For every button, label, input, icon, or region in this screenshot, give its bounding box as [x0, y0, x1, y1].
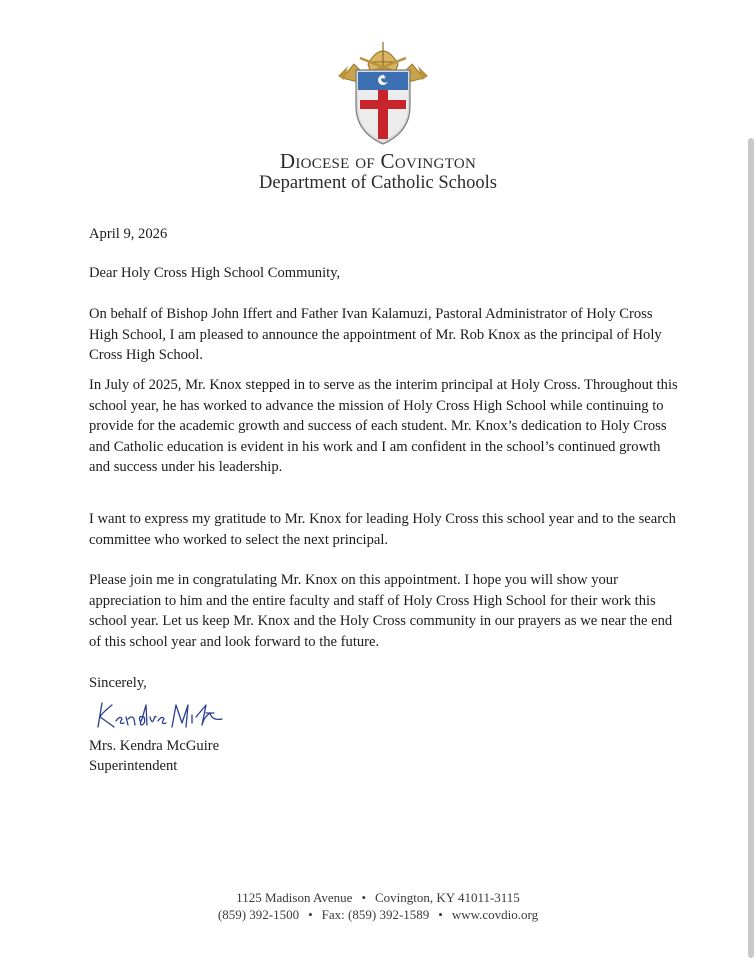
footer-address-line — [0, 890, 756, 906]
letter-paragraph-2: In July of 2025, Mr. Knox stepped in to serve as the interim principal at Holy Cross. Throughout this school year, he has worked to advance the mission of Holy Cross High School while continuing to provide for the academic growth and success of each student. Mr. Knox’s dedication to Holy Cross and Catholic education is evident in his work and I am confident in the school’s continued growth and success under his leadership. — [89, 377, 678, 476]
handwritten-signature — [92, 695, 232, 735]
letter-date: April 9, 2026 — [89, 226, 168, 242]
letter-paragraph-4: Please join me in congratulating Mr. Knox on this appointment. I hope you will show your appreciation to him and the entire faculty and staff of Holy Cross High School for their work this school year. Let us keep Mr. Knox and the Holy Cross community in our prayers as we near the end of this school year and look forward to the future. — [89, 572, 673, 650]
diocese-crest-icon — [334, 36, 432, 148]
footer-city: Covington, KY 41011-3115 — [375, 890, 520, 905]
letter-paragraph-3: I want to express my gratitude to Mr. Knox for leading Holy Cross this school year and to the search committee who worked to select the next principal. — [89, 511, 676, 548]
scrollbar-thumb[interactable] — [748, 138, 754, 958]
signer-name: Mrs. Kendra McGuire — [89, 738, 220, 754]
footer-fax: Fax: (859) 392-1589 — [321, 907, 430, 922]
letter-paragraph-1: On behalf of Bishop John Iffert and Father Ivan Kalamuzi, Pastoral Administrator of Holy Cross High School, I am pleased to announce the appointment of Mr. Rob Knox as the principal of Holy Cross High School. — [89, 306, 662, 364]
signer-title: Superintendent — [89, 758, 178, 774]
footer-phone: (859) 392-1500 — [217, 907, 300, 922]
organization-name: Diocese of Covington — [279, 149, 477, 173]
footer-separator: • — [308, 907, 313, 922]
footer-street: 1125 Madison Avenue — [236, 890, 353, 905]
department-name: Department of Catholic Schools — [259, 173, 497, 193]
footer-contact-line — [0, 907, 756, 923]
footer-separator: • — [361, 890, 366, 905]
footer-website[interactable]: www.covdio.org — [451, 907, 539, 922]
scrollbar-track[interactable] — [746, 0, 756, 960]
letter-closing: Sincerely, — [89, 675, 147, 691]
footer-separator: • — [438, 907, 443, 922]
letter-greeting: Dear Holy Cross High School Community, — [89, 265, 341, 281]
